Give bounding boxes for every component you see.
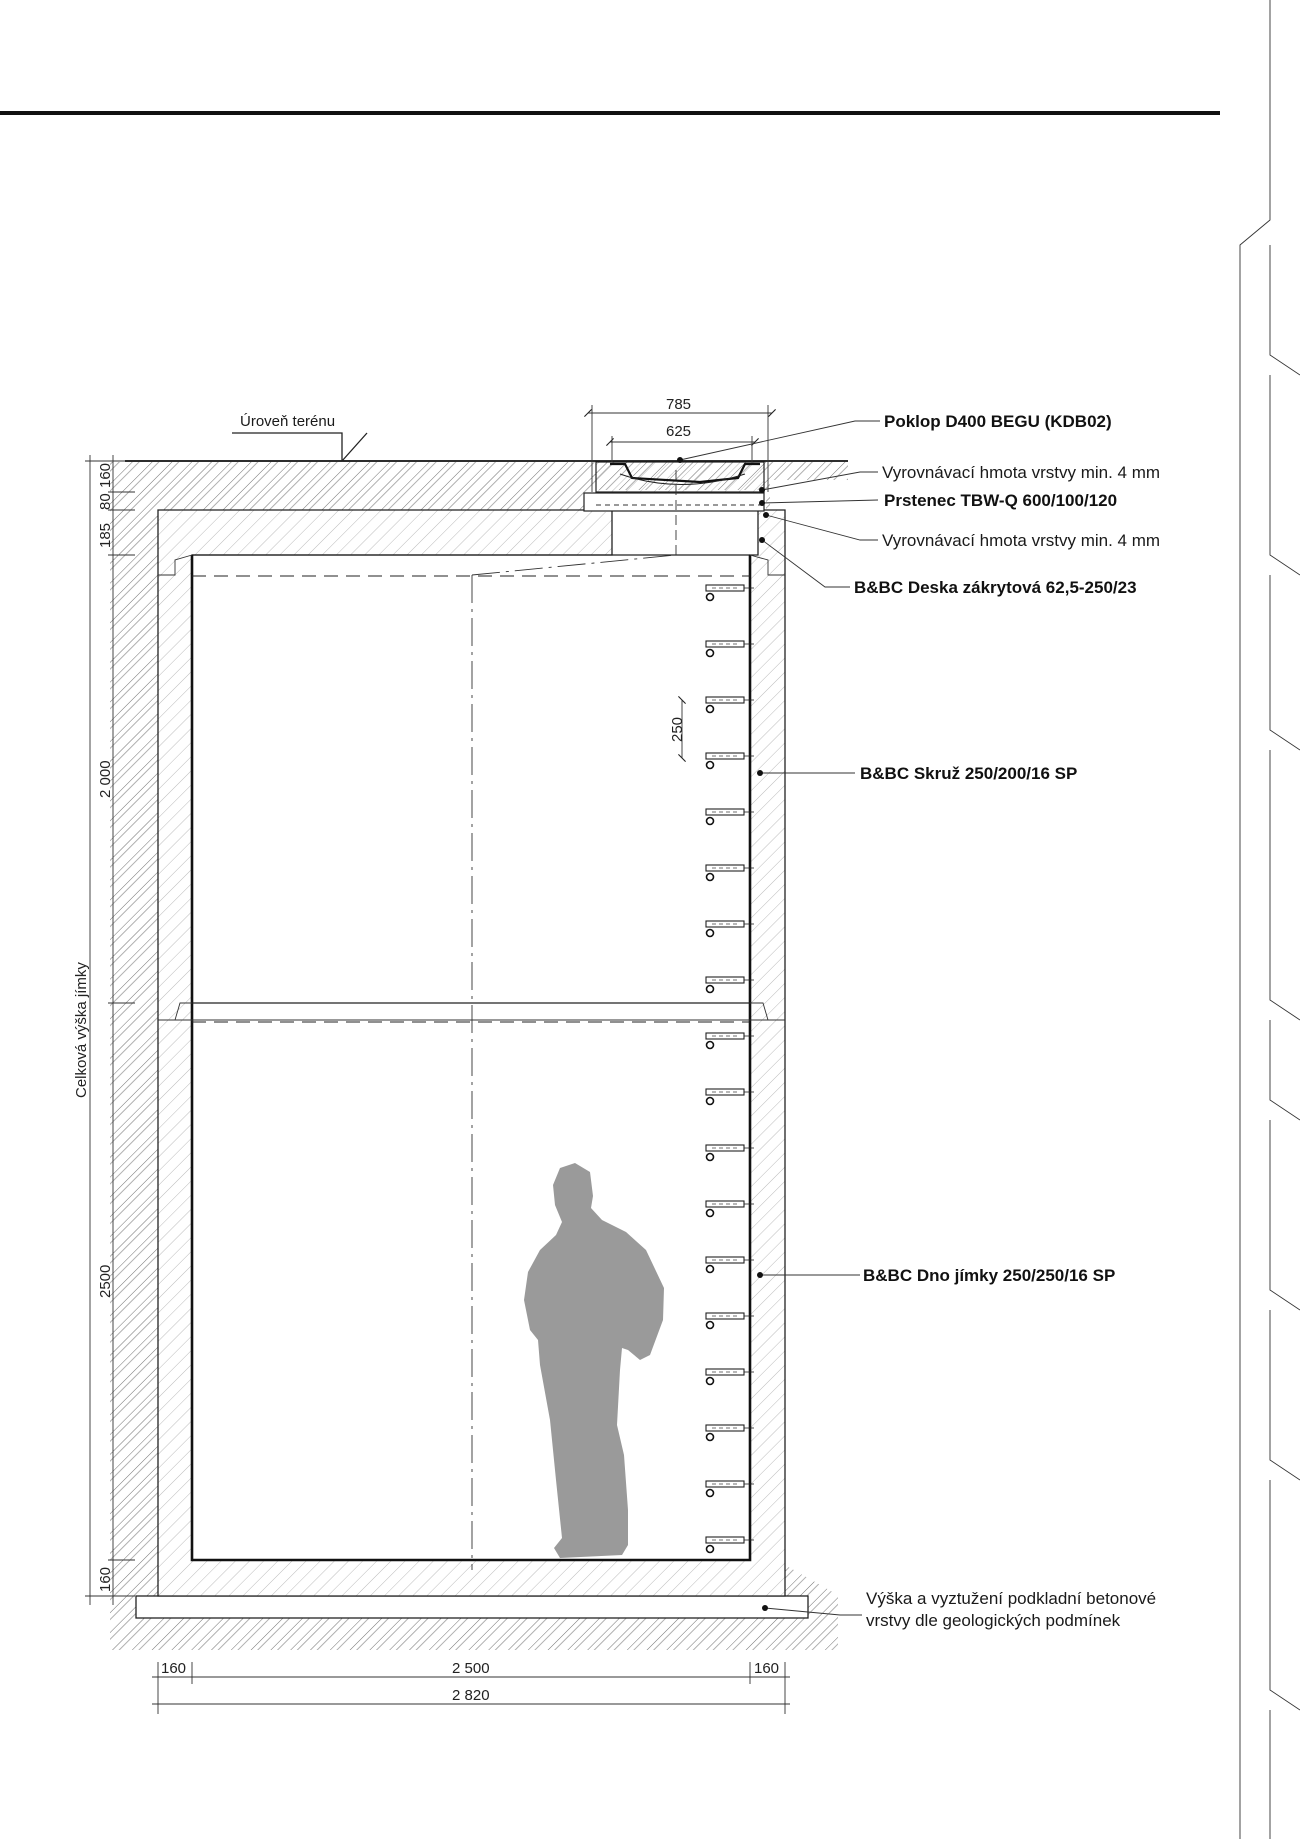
ring-label: Prstenec TBW-Q 600/100/120 (884, 491, 1118, 510)
ladder-step (706, 1089, 754, 1105)
leveling-layer-1-label: Vyrovnávací hmota vrstvy min. 4 mm (882, 463, 1161, 482)
dim-2500-h: 2 500 (452, 1660, 490, 1677)
ladder-step (706, 1425, 754, 1441)
base-note-line-1: Výška a vyztužení podkladní betonové (866, 1589, 1157, 1608)
foundation-slab (136, 1596, 808, 1618)
ladder-step (706, 1201, 754, 1217)
ladder-step (706, 865, 754, 881)
soil-hatching (110, 462, 848, 1650)
total-height-label: Celková výška jímky (73, 962, 90, 1098)
dim-2820: 2 820 (452, 1687, 490, 1704)
bottom-dimensions (152, 1660, 790, 1714)
ladder-step (706, 697, 754, 713)
dim-80: 80 (97, 493, 114, 510)
ladder-step (706, 977, 754, 993)
ground-level-marker (232, 413, 367, 461)
base-note-line-2: vrstvy dle geologických podmínek (866, 1611, 1121, 1630)
dim-2000: 2 000 (97, 760, 114, 798)
cover-slab-label: B&BC Deska zákrytová 62,5-250/23 (854, 578, 1137, 597)
dim-160-bottom: 160 (97, 1566, 114, 1592)
step-spacing-dimension (669, 700, 686, 758)
ladder-step (706, 1313, 754, 1329)
ground-level-label: Úroveň terénu (240, 413, 336, 430)
ladder-step (706, 809, 754, 825)
shaft-ring-label: B&BC Skruž 250/200/16 SP (860, 764, 1078, 783)
ladder-step (706, 753, 754, 769)
ladder-step (706, 1537, 754, 1553)
ladder-step (706, 641, 754, 657)
ladder-step (706, 1481, 754, 1497)
tank-concrete (158, 490, 785, 1596)
dim-160-left: 160 (161, 1660, 187, 1677)
tank-bottom-label: B&BC Dno jímky 250/250/16 SP (863, 1266, 1116, 1285)
page-edge-tabs (1240, 0, 1300, 1839)
ladder-step (706, 1257, 754, 1273)
ladder-step (706, 585, 754, 601)
dim-160-right: 160 (754, 1660, 780, 1677)
dim-625: 625 (666, 423, 692, 440)
leveling-layer-2-label: Vyrovnávací hmota vrstvy min. 4 mm (882, 531, 1161, 550)
dim-785: 785 (666, 396, 692, 413)
ladder-step (706, 921, 754, 937)
person-silhouette (524, 1163, 664, 1558)
manhole-assembly (584, 462, 764, 511)
ladder-step (706, 1033, 754, 1049)
dim-2500: 2500 (97, 1264, 114, 1298)
dim-160-top: 160 (97, 462, 114, 488)
dim-185: 185 (97, 522, 114, 548)
manhole-cover-label: Poklop D400 BEGU (KDB02) (884, 412, 1112, 431)
ladder-steps (706, 585, 754, 1553)
dim-250-step: 250 (669, 716, 686, 742)
ladder-step (706, 1145, 754, 1161)
ladder-step (706, 1369, 754, 1385)
